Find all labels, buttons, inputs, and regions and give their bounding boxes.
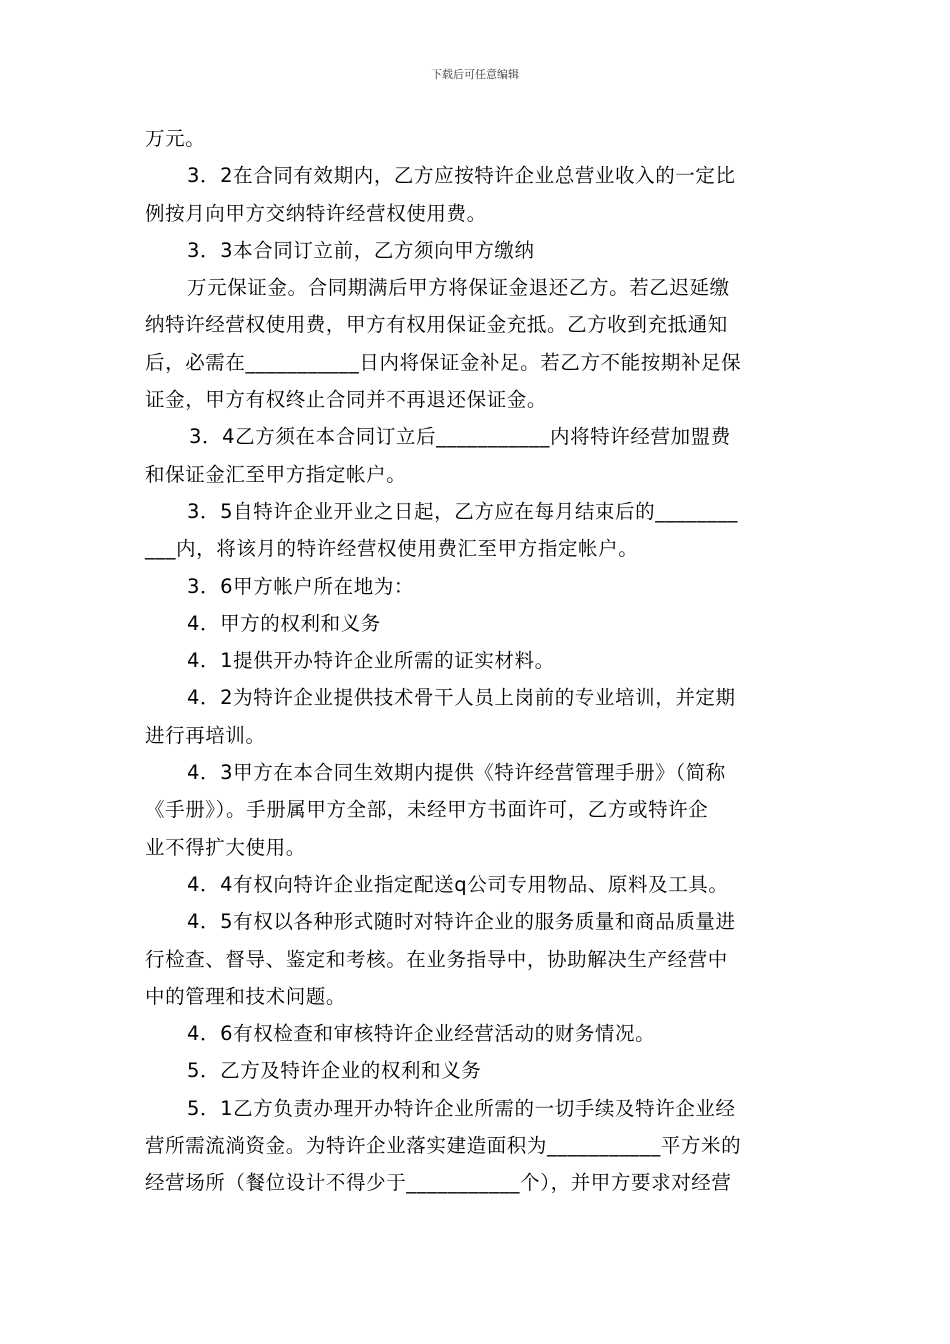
paragraph-line: 进行再培训。 — [145, 723, 266, 747]
document-body — [145, 120, 810, 1202]
paragraph-line: 纳特许经营权使用费，甲方有权用保证金充抵。乙方收到充抵通知 — [145, 313, 728, 337]
clause-4-4-line: 4．4有权向特许企业指定配送q公司专用物品、原料及工具。 — [187, 872, 729, 896]
clause-3-4-line: 3．4乙方须在本合同订立后___________内将特许经营加盟费 — [189, 425, 731, 449]
clause-3-2-line: 3．2在合同有效期内，乙方应按特许企业总营业收入的一定比 — [187, 164, 736, 188]
paragraph-line: 和保证金汇至甲方指定帐户。 — [145, 462, 407, 486]
paragraph-line: 万元保证金。合同期满后甲方将保证金退还乙方。若乙迟延缴 — [187, 276, 730, 300]
paragraph-line: 行检查、督导、鉴定和考核。在业务指导中，协助解决生产经营中 — [145, 947, 728, 971]
paragraph-line: 例按月向甲方交纳特许经营权使用费。 — [145, 201, 487, 225]
section-4-heading: 4．甲方的权利和义务 — [187, 611, 381, 635]
paragraph-line: 营所需流淌资金。为特许企业落实建造面积为___________平方米的 — [145, 1134, 742, 1158]
clause-4-6-line: 4．6有权检查和审核特许企业经营活动的财务情况。 — [187, 1022, 656, 1046]
clause-3-5-line: 3．5自特许企业开业之日起，乙方应在每月结束后的________ — [187, 499, 739, 523]
paragraph-line: 《手册》）。手册属甲方全部，未经甲方书面许可，乙方或特许企 — [145, 798, 709, 822]
page-header: 下载后可任意编辑 — [431, 68, 519, 81]
clause-4-5-line: 4．5有权以各种形式随时对特许企业的服务质量和商品质量进 — [187, 910, 736, 934]
clause-4-2-line: 4．2为特许企业提供技术骨干人员上岗前的专业培训，并定期 — [187, 686, 736, 710]
paragraph-line: 经营场所（餐位设计不得少于___________个），并甲方要求对经营 — [145, 1171, 732, 1195]
paragraph-line: 业不得扩大使用。 — [145, 835, 306, 859]
paragraph-line: 中的管理和技术问题。 — [145, 984, 347, 1008]
clause-5-1-line: 5．1乙方负责办理开办特许企业所需的一切手续及特许企业经 — [187, 1096, 736, 1120]
clause-4-3-line: 4．3甲方在本合同生效期内提供《特许经营管理手册》（简称 — [187, 761, 726, 785]
paragraph-line: 后，必需在___________日内将保证金补足。若乙方不能按期补足保 — [145, 350, 742, 374]
clause-3-6-line: 3．6甲方帐户所在地为： — [187, 574, 415, 598]
clause-3-3-line: 3．3本合同订立前，乙方须向甲方缴纳 — [187, 238, 535, 262]
paragraph-line: 万元。 — [145, 127, 206, 150]
paragraph-line: ___内，将该月的特许经营权使用费汇至甲方指定帐户。 — [145, 537, 639, 561]
paragraph-line: 证金，甲方有权终止合同并不再退还保证金。 — [145, 388, 548, 412]
section-5-heading: 5．乙方及特许企业的权利和义务 — [187, 1059, 482, 1083]
clause-4-1-line: 4．1提供开办特许企业所需的证实材料。 — [187, 649, 555, 673]
